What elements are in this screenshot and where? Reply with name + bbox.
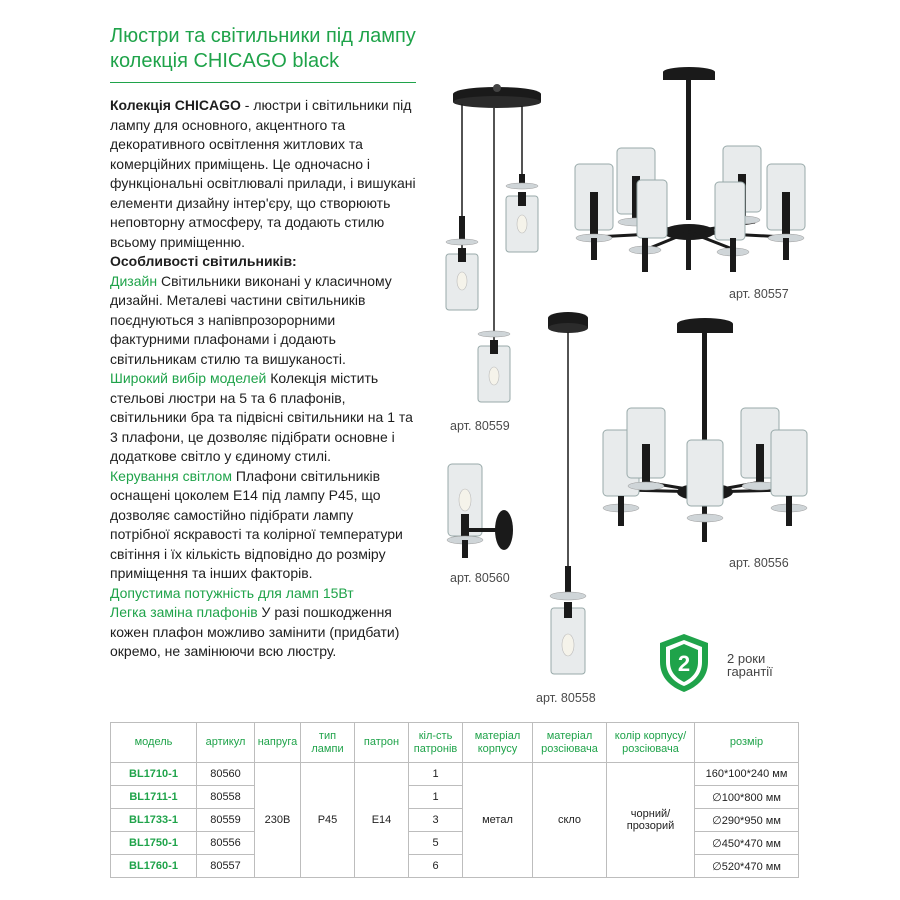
column-header: матеріал корпусу [463,723,533,763]
column-header: напруга [255,723,301,763]
feature-text: Плафони світильників оснащені цоколем Е14 під лампу Р45, що дозволяє самостійно підібрати лампу потрібної яскравості та колірної температури світіння і їх кількість відповідно до розміру приміщення та інших факторів. [110,467,403,581]
title-line-2: колекція CHICAGO black [110,50,340,72]
table-header-row [111,723,799,763]
intro-paragraph [110,96,416,252]
article-cell: 80556 [197,832,255,855]
caption-80559: арт. 80559 [450,419,510,433]
features-heading: Особливості світильників: [110,253,297,269]
size-cell: ∅450*470 мм [695,832,799,855]
feature-replacement [110,603,416,662]
table-row [111,809,799,832]
model-cell: BL1733-1 [111,809,197,832]
size-cell: ∅100*800 мм [695,786,799,809]
feature-text: У разі пошкодження кожен плафон можливо замінити (придбати) окремо, не замінюючи всю люстру. [110,604,400,659]
feature-design [110,272,416,370]
column-header: розмір [695,723,799,763]
warranty-line-1: 2 роки [727,651,766,666]
feature-title: Допустима потужність для ламп 15Вт [110,584,354,601]
feature-title: Дизайн [110,272,158,289]
model-cell: BL1760-1 [111,855,197,878]
caption-80558: арт. 80558 [536,691,596,705]
table-row [111,832,799,855]
socket-cell: E14 [355,763,409,878]
warranty-line-2: гарантії [727,664,773,679]
count-cell: 1 [409,786,463,809]
column-header: кіл-сть патронів [409,723,463,763]
pendant-80558-image [540,310,596,682]
specs-table [110,722,799,878]
column-header: артикул [197,723,255,763]
diffuser-material-cell: скло [533,763,607,878]
pendant-80559-image [436,76,556,416]
column-header: матеріал розсіювача [533,723,607,763]
warranty-number: 2 [677,651,691,676]
title-divider [110,82,416,83]
feature-models [110,369,416,467]
model-cell: BL1710-1 [111,763,197,786]
title-line-1: Люстри та світильники під лампу [110,25,416,47]
sconce-80560-image [440,458,520,566]
table-row [111,855,799,878]
table-row [111,763,799,786]
article-cell: 80559 [197,809,255,832]
model-cell: BL1711-1 [111,786,197,809]
table-row [111,786,799,809]
caption-80557: арт. 80557 [729,287,789,301]
caption-80560: арт. 80560 [450,571,510,585]
model-cell: BL1750-1 [111,832,197,855]
feature-light-control [110,467,416,584]
page-title [110,24,416,74]
count-cell: 1 [409,763,463,786]
body-material-cell: метал [463,763,533,878]
feature-title: Широкий вибір моделей [110,370,267,386]
collection-description [110,96,416,662]
column-header: тип лампи [301,723,355,763]
warranty-label [727,652,773,678]
caption-80556: арт. 80556 [729,556,789,570]
feature-title: Легка заміна плафонів [110,604,258,620]
article-cell: 80560 [197,763,255,786]
feature-power [110,584,416,604]
article-cell: 80557 [197,855,255,878]
size-cell: ∅290*950 мм [695,809,799,832]
feature-text: Колекція містить стельові люстри на 5 та 6 плафонів, світильники бра та підвісні світильники на 1 та 3 плафони, це дозволяє підібрати основне і додаткове світло у єдиному стилі. [110,370,413,464]
count-cell: 3 [409,809,463,832]
warranty-shield-icon [656,632,712,694]
intro-bold: Колекція CHICAGO [110,97,241,113]
voltage-cell: 230В [255,763,301,878]
feature-title: Керування світлом [110,467,232,484]
color-cell: чорний/ прозорий [607,763,695,878]
column-header: патрон [355,723,409,763]
lamp-type-cell: P45 [301,763,355,878]
column-header: модель [111,723,197,763]
chandelier-80557-image [565,62,815,284]
feature-text: Світильники виконані у класичному дизайні. Металеві частини світильників поєднуються з напівпрозорорними фактурними плафонами і додають світильникам стилю та вишуканості. [110,272,392,367]
column-header: колір корпусу/ розсіювача [607,723,695,763]
size-cell: 160*100*240 мм [695,763,799,786]
intro-text: - люстри і світильники під лампу для основного, акцентного та декоративного освітлення житлових та комерційних приміщень. Це одночасно і функціональні освітлювалі прилади, і вишукані елементи дизайну інтер'єру, що створюють неповторну атмосферу, та додають стилю всьому приміщенню. [110,97,416,250]
count-cell: 6 [409,855,463,878]
size-cell: ∅520*470 мм [695,855,799,878]
article-cell: 80558 [197,786,255,809]
count-cell: 5 [409,832,463,855]
chandelier-80556-image [595,312,815,550]
